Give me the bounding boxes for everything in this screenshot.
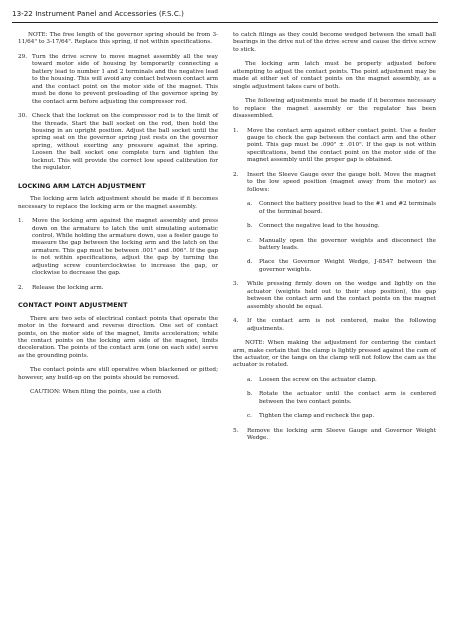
step-text: Insert the Sleeve Gauge over the gauge bolt. Move the magnet to the low speed position (magnet away from the motor) as follows: — [247, 171, 436, 193]
step-text: Move the locking arm against the magnet assembly and press down on the armature to latch the unit simulating automatic control. While holding the armature down, use a feeler gauge to measure the gap between the locking arm and the latch on the armature. This gap must be between .001" and .006". If the gap is not within specifications, adjust the gap by turning the adjusting screw counterclockwise to increase the gap, or clockwise to decrease the gap. — [32, 218, 218, 277]
step-29 — [18, 54, 218, 106]
substep-text: Manually open the governor weights and disconnect the battery leads. — [259, 237, 436, 251]
locking-arm-heading: LOCKING ARM LATCH ADJUSTMENT — [18, 181, 146, 190]
contact-point-paragraph: The contact points are still operative when blackened or pitted; however, any build-up on the points should be removed. — [18, 367, 218, 381]
left-column — [18, 32, 218, 404]
step-number: 29. — [18, 53, 28, 60]
step-text: If the contact arm is not centered, make the following adjustments. — [247, 318, 436, 332]
step-number: 3. — [233, 281, 239, 288]
step-text: Release the locking arm. — [32, 284, 104, 291]
substep-letter: a. — [247, 201, 253, 208]
substep-letter: d. — [247, 259, 253, 266]
contact-step-2 — [233, 172, 436, 194]
page-number: 13-22 — [12, 9, 33, 18]
latch-paragraph: The locking arm latch must be properly adjusted before attempting to adjust the contact points. The point adjustment may be made at either set of contact points on the magnet assembly, as a single adjustment takes care of both. — [233, 61, 436, 90]
substep-text: Connect the negative lead to the housing. — [259, 223, 380, 230]
contact-step-4b — [233, 391, 436, 406]
contact-step-3 — [233, 281, 436, 311]
step-number: 1. — [18, 218, 24, 225]
right-column — [233, 32, 436, 450]
step-30 — [18, 113, 218, 173]
caution-continued: to catch filings as they could become wedged between the small ball bearings in the drive nut of the drive screw and cause the drive screw to stick. — [233, 32, 436, 53]
contact-step-2c — [233, 238, 436, 253]
contact-step-4c — [233, 413, 436, 420]
locking-step-2 — [18, 285, 218, 292]
substep-letter: b. — [247, 223, 253, 230]
contact-point-heading: CONTACT POINT ADJUSTMENT — [18, 301, 128, 310]
contact-step-2b — [233, 223, 436, 230]
substep-text: Rotate the actuator until the contact arm is centered between the two contact points. — [259, 391, 436, 405]
page-header — [12, 8, 438, 23]
substep-letter: c. — [247, 237, 252, 244]
caution-text: CAUTION: When filing the points, use a cloth — [30, 389, 162, 396]
substep-letter: c. — [247, 413, 252, 420]
substep-text: Loosen the screw on the actuator clamp. — [259, 376, 377, 383]
step-number: 30. — [18, 113, 28, 120]
contact-step-4 — [233, 318, 436, 333]
page-title: Instrument Panel and Accessories (F.S.C.) — [35, 9, 184, 18]
step-text: While pressing firmly down on the wedge and lightly on the actuator (weights held out to their stop position), the gap between the contact arm and the contact points on the magnet assembly should be equal. — [247, 281, 436, 310]
step-text: Check that the locknut on the compressor rod is to the limit of the threads. Start the ball socket on the rod, then hold the housing in an upright position. Adjust the ball socket until the spring seat on the governor spring just rests on the governor spring, without exerting any pressure against the spring. Loosen the ball socket one complete turn and tighten the locknut. This will provide the correct low speed calibration for the regulator. — [32, 113, 218, 172]
governor-spring-note: NOTE: The free length of the governor spring should be from 3-11/64" to 3-17/64". Replace this spring, if not within specifications. — [18, 32, 218, 46]
step-text: Remove the locking arm Sleeve Gauge and Governor Weight Wedge. — [247, 427, 436, 442]
step-number: 1. — [233, 127, 239, 134]
contact-point-intro: There are two sets of electrical contact points that operate the motor in the forward and reverse direction. One set of contact points, on the motor side of the magnet, limits acceleration; while the contact points on the locking arm side of the magnet, limits deceleration. The points of the contact arm (one on each side) serve as the grounding points. — [18, 315, 218, 359]
step-number: 5. — [233, 427, 239, 434]
contact-step-2d — [233, 259, 436, 274]
substep-text: Connect the battery positive lead to the #1 and #2 terminals of the terminal board. — [259, 201, 436, 215]
contact-step-5 — [233, 428, 436, 443]
contact-step-4a — [233, 377, 436, 384]
substep-text: Place the Governor Weight Wedge, J-8547 between the governor weights. — [259, 259, 436, 273]
step-number: 4. — [233, 318, 239, 325]
contact-step-2a — [233, 201, 436, 216]
contact-step-1 — [233, 128, 436, 165]
step-text: Move the contact arm against either contact point. Use a feeler gauge to check the gap between the contact arm and the other point. This gap must be .090" ± .010". If the gap is not within specifications, bend the contact point on the motor side of the magnet assembly until the proper gap is obtained. — [247, 127, 436, 164]
step-text: Turn the drive screw to move magnet assembly all the way toward motor side of housing by temporarily connecting a battery lead to number 1 and 2 terminals and the negative lead to the housing. This will avoid any contact between contact arm and the contact point on the motor side of the magnet. This must be done to prevent preloading of the governor spring by the contact arm before adjusting the compressor rod. — [32, 53, 218, 105]
step-number: 2. — [233, 171, 239, 178]
following-paragraph: The following adjustments must be made if it becomes necessary to replace the magnet assembly or the regulator has been disassembled. — [233, 98, 436, 120]
step-number: 2. — [18, 284, 24, 291]
locking-arm-intro: The locking arm latch adjustment should be made if it becomes necessary to replace the locking arm or the magnet assembly. — [18, 196, 218, 210]
substep-text: Tighten the clamp and recheck the gap. — [259, 413, 375, 420]
substep-letter: b. — [247, 391, 253, 398]
substep-letter: a. — [247, 376, 253, 383]
centering-note: NOTE: When making the adjustment for centering the contact arm, make certain that the clamp is lightly pressed against the cam of the actuator, or the tangs on the clamp will not follow the cam as the actuator is rotated. — [233, 340, 436, 369]
locking-step-1 — [18, 218, 218, 278]
